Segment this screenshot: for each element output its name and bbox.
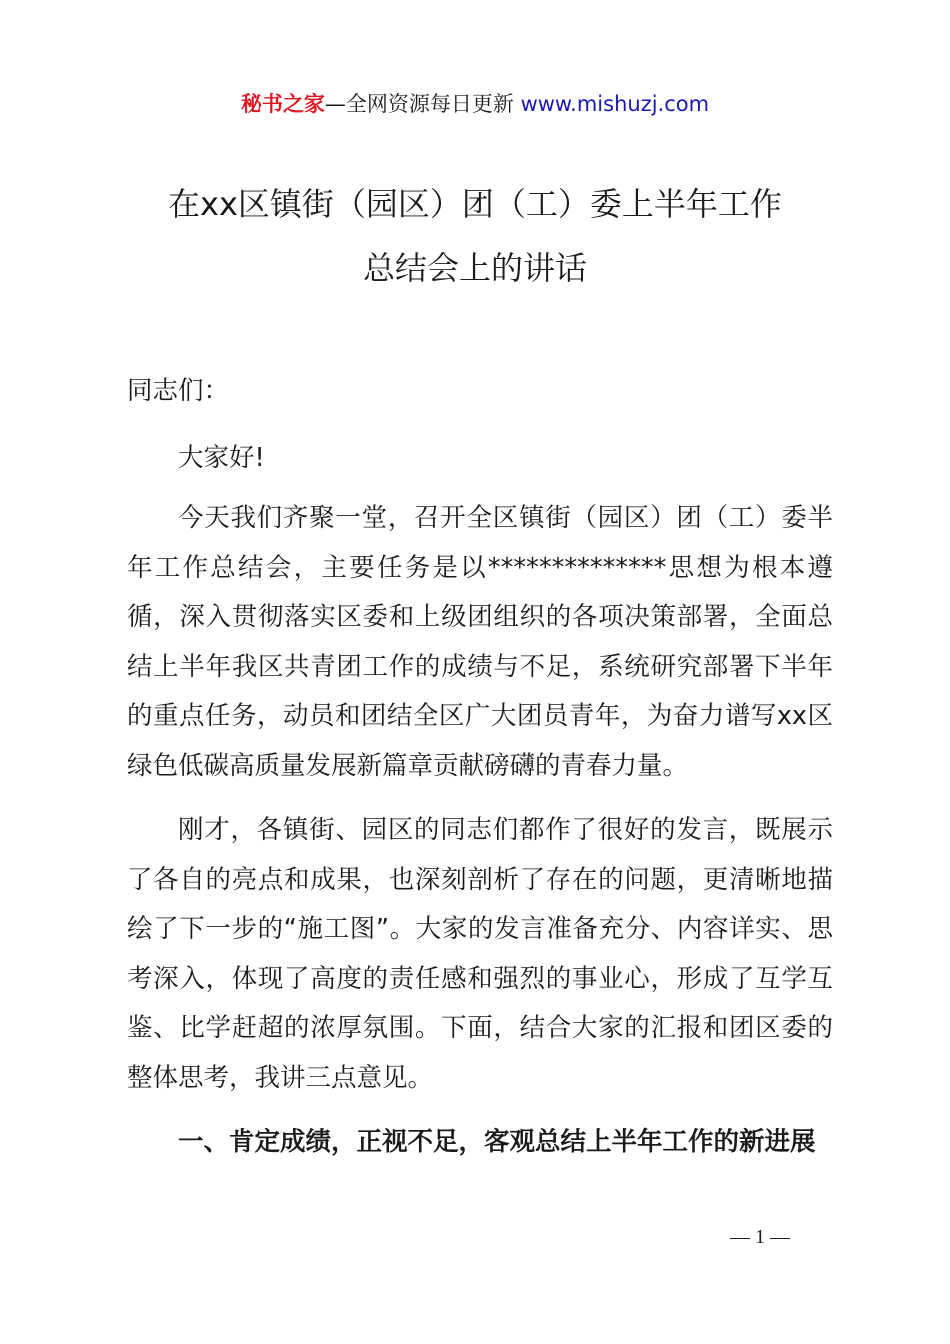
brand-name: 秘书之家 [240, 92, 325, 116]
greeting: 大家好! [178, 443, 265, 473]
document-title-line-1: 在xx区镇街（园区）团（工）委上半年工作 [168, 185, 782, 223]
paragraph-text: 刚才，各镇街、园区的同志们都作了很好的发言，既展示了各自的亮点和成果，也深刻剖析了存在的问题，更清晰地描绘了下一步的“施工图”。大家的发言准备充分、内容详实、思考深入，体现了高度的责任感和强烈的事业心，形成了互学互鉴、比学赶超的浓厚氛围。下面，结合大家的汇报和团区委的整体思考，我讲三点意见。 [127, 815, 833, 1093]
document-title-line-2: 总结会上的讲话 [362, 249, 587, 287]
body-paragraph-2 [127, 806, 833, 1104]
paragraph-text: 今天我们齐聚一堂，召开全区镇街（园区）团（工）委半年工作总结会，主要任务是以**************思想为根本遵循，深入贯彻落实区委和上级团组织的各项决策部署，全面总结上半年我区共青团工作的成绩与不足，系统研究部署下半年的重点任务，动员和团结全区广大团员青年，为奋力谱写xx区绿色低碳高质量发展新篇章贡献磅礴的青春力量。 [127, 503, 833, 781]
salutation: 同志们： [127, 376, 230, 406]
banner-slogan: —全网资源每日更新 [324, 92, 521, 116]
site-url-link[interactable]: www.mishuzj.com [520, 92, 710, 116]
site-banner [0, 88, 950, 120]
body-paragraph-1 [127, 494, 833, 792]
section-heading-1: 一、肯定成绩，正视不足，客观总结上半年工作的新进展 [178, 1127, 816, 1157]
page-number: — 1 — [730, 1226, 790, 1248]
